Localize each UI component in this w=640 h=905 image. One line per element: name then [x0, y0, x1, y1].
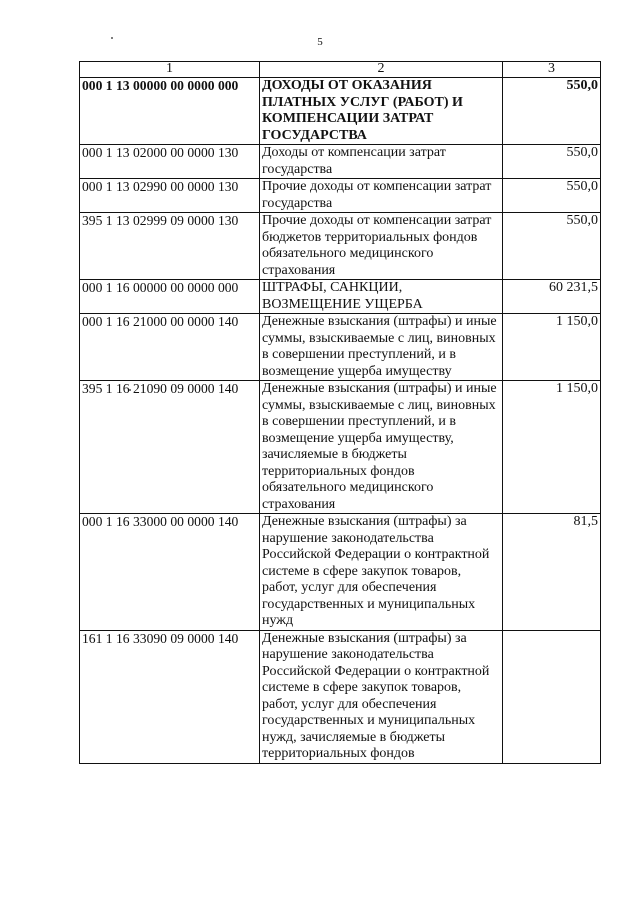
table-row: [80, 280, 601, 314]
budget-code-cell: 000 1 13 02000 00 0000 130: [80, 145, 260, 179]
revenue-name-cell: ДОХОДЫ ОТ ОКАЗАНИЯ ПЛАТНЫХ УСЛУГ (РАБОТ) И КОМПЕНСАЦИИ ЗАТРАТ ГОСУДАРСТВА: [260, 78, 503, 145]
budget-code-cell: 000 1 16 33000 00 0000 140: [80, 514, 260, 631]
table-row: [80, 213, 601, 280]
page-number: 5: [317, 36, 323, 48]
scan-speck: [111, 37, 113, 39]
table-row: [80, 179, 601, 213]
revenue-name-cell: Денежные взыскания (штрафы) и иные суммы, взыскиваемые с лиц, виновных в совершении преступлений, и в возмещение ущерба имуществу, зачисляемые в бюджеты территориальных фондов обязательного медицинского страхования: [260, 381, 503, 514]
revenue-name-cell: Прочие доходы от компенсации затрат бюджетов территориальных фондов обязательного медицинского страхования: [260, 213, 503, 280]
budget-code-cell: 000 1 13 00000 00 0000 000: [80, 78, 260, 145]
budget-code-cell: 000 1 16 21000 00 0000 140: [80, 314, 260, 381]
table-row: [80, 630, 601, 763]
amount-cell: 60 231,5: [503, 280, 601, 314]
revenue-name-cell: Денежные взыскания (штрафы) и иные суммы, взыскиваемые с лиц, виновных в совершении преступлений, и в возмещение ущерба имуществу: [260, 314, 503, 381]
column-header-code: 1: [80, 62, 260, 78]
table-row: [80, 314, 601, 381]
revenue-name-cell: Прочие доходы от компенсации затрат государства: [260, 179, 503, 213]
revenue-name-cell: Денежные взыскания (штрафы) за нарушение законодательства Российской Федерации о контрактной системе в сфере закупок товаров, работ, услуг для обеспечения государственных и муниципальных нужд, зачисляемые в бюджеты территориальных фондов: [260, 630, 503, 763]
revenue-name-cell: Доходы от компенсации затрат государства: [260, 145, 503, 179]
table-row: [80, 381, 601, 514]
table-row: [80, 145, 601, 179]
column-header-name: 2: [260, 62, 503, 78]
amount-cell: 81,5: [503, 514, 601, 631]
table-header-row: [80, 62, 601, 78]
budget-code-cell: 000 1 13 02990 00 0000 130: [80, 179, 260, 213]
table-row: [80, 514, 601, 631]
budget-code-cell: 395 1 16 21090 09 0000 140: [80, 381, 260, 514]
budget-revenue-table: [79, 61, 601, 764]
budget-code-cell: 395 1 13 02999 09 0000 130: [80, 213, 260, 280]
budget-code-cell: 161 1 16 33090 09 0000 140: [80, 630, 260, 763]
table-row: [80, 78, 601, 145]
amount-cell: 1 150,0: [503, 314, 601, 381]
column-header-amount: 3: [503, 62, 601, 78]
revenue-name-cell: Денежные взыскания (штрафы) за нарушение законодательства Российской Федерации о контрактной системе в сфере закупок товаров, работ, услуг для обеспечения государственных и муниципальных нужд: [260, 514, 503, 631]
amount-cell: 550,0: [503, 179, 601, 213]
amount-cell: 550,0: [503, 213, 601, 280]
amount-cell: 550,0: [503, 78, 601, 145]
amount-cell: 1 150,0: [503, 381, 601, 514]
budget-code-cell: 000 1 16 00000 00 0000 000: [80, 280, 260, 314]
amount-cell: 550,0: [503, 145, 601, 179]
amount-cell: [503, 630, 601, 763]
revenue-name-cell: ШТРАФЫ, САНКЦИИ, ВОЗМЕЩЕНИЕ УЩЕРБА: [260, 280, 503, 314]
